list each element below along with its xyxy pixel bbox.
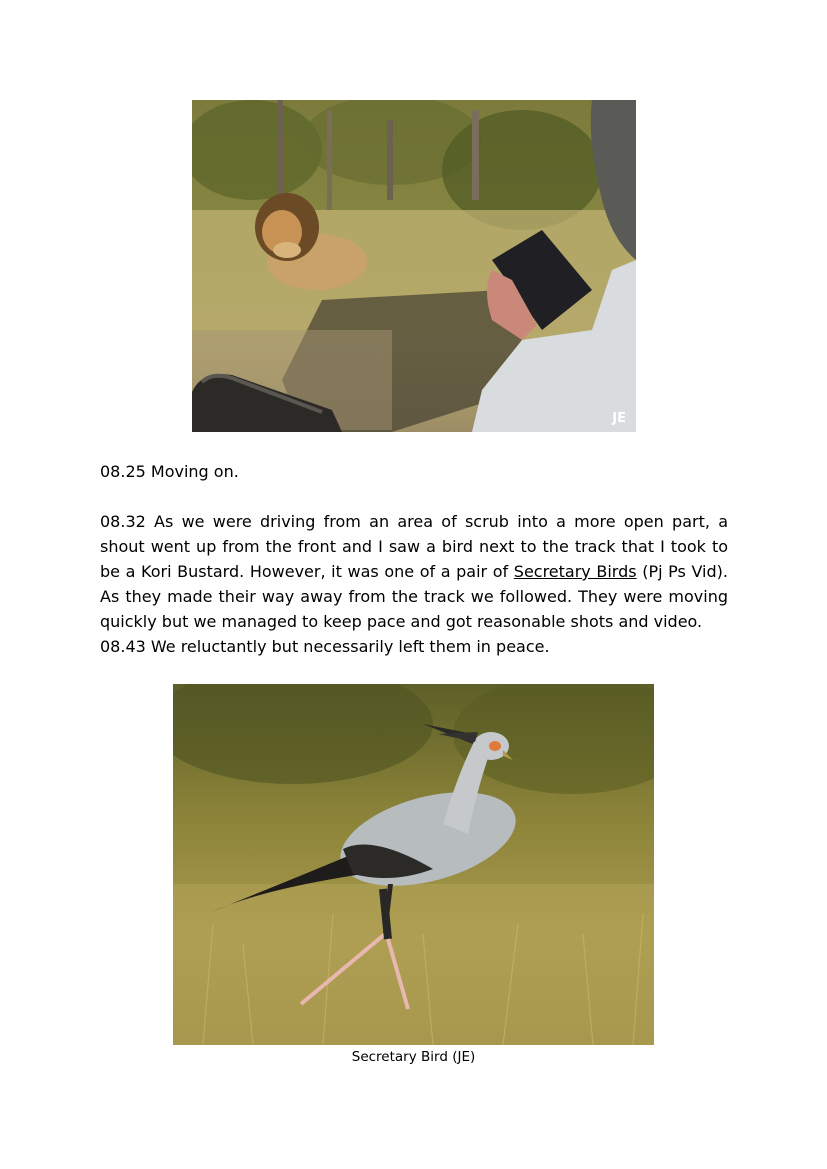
paragraph-secretary-birds — [100, 509, 728, 634]
secretary-bird-photo-image — [173, 684, 654, 1045]
paragraph-left-in-peace: 08.43 We reluctantly but necessarily left them in peace. — [100, 637, 550, 656]
secretary-bird-photo — [173, 684, 654, 1045]
paragraph-moving-on: 08.25 Moving on. — [100, 462, 239, 481]
paragraph-text-before-link: 08.32 As we were driving from an area of scrub into a more open part, a shout went up from the front and I saw a bird next to the track that I took to be a Kori Bustard. However, it was one of a pair of — [100, 512, 728, 581]
paragraph-text-after-link: (Pj Ps Vid). As they made their way away from the track we followed. They were moving quickly but we managed to keep pace and got reasonable shots and video. — [100, 562, 728, 631]
photo-caption: Secretary Bird (JE) — [351, 1049, 476, 1065]
secretary-birds-link[interactable]: Secretary Birds — [513, 562, 637, 581]
lion-photo — [192, 100, 636, 432]
photo-credit: JE — [612, 411, 626, 426]
lion-photo-image — [192, 100, 636, 432]
